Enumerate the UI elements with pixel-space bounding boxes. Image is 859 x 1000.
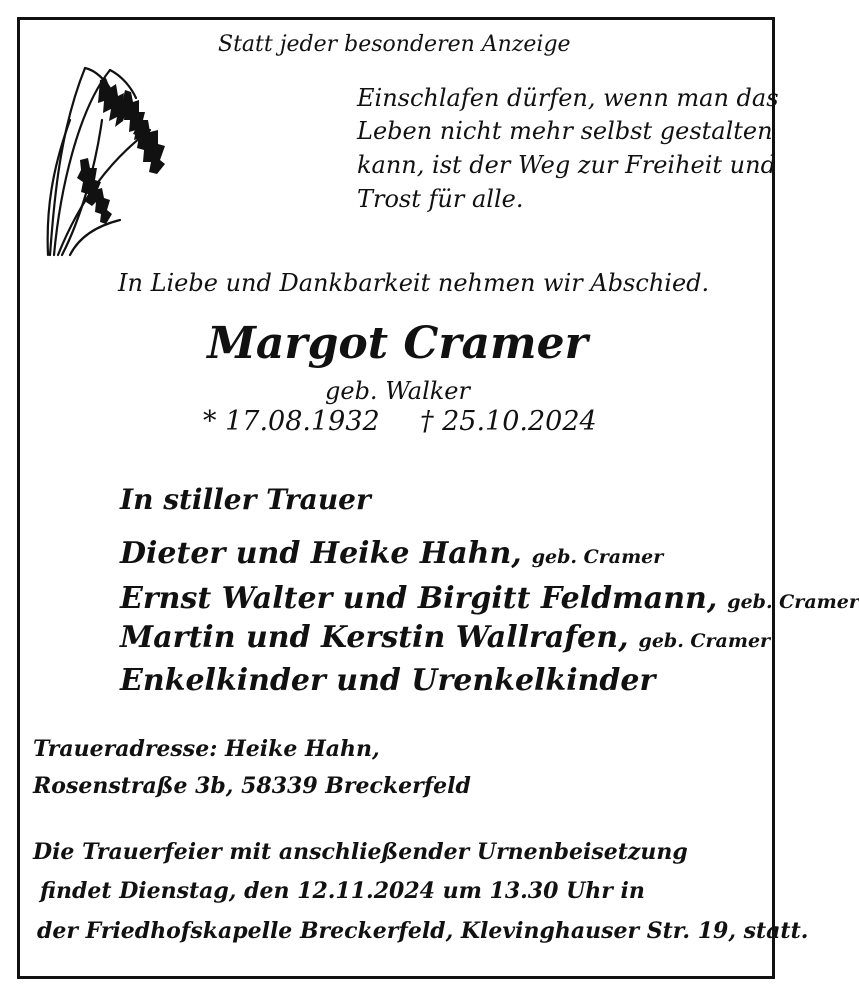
address-line: Traueradresse: Heike Hahn,: [33, 736, 380, 762]
service-line: findet Dienstag, den 12.11.2024 um 13.30 Uhr in: [40, 878, 645, 904]
quote-line: Einschlafen dürfen, wenn man das: [357, 84, 779, 112]
family-line: [120, 663, 655, 698]
death-date: † 25.10.2024: [420, 406, 597, 437]
deceased-name: Margot Cramer: [207, 318, 588, 369]
grass-icon: [40, 50, 180, 260]
address-line: Rosenstraße 3b, 58339 Breckerfeld: [33, 773, 471, 799]
family-suffix: geb. Cramer: [727, 591, 859, 613]
family-names: Dieter und Heike Hahn,: [120, 536, 522, 571]
birth-date: * 17.08.1932: [203, 406, 380, 437]
service-line: der Friedhofskapelle Breckerfeld, Klevinghauser Str. 19, statt.: [37, 918, 809, 944]
family-line: [120, 536, 663, 571]
family-suffix: geb. Cramer: [638, 630, 771, 652]
quote-line: kann, ist der Weg zur Freiheit und: [357, 151, 776, 179]
family-line: [120, 620, 770, 655]
family-line: [120, 581, 859, 616]
family-names: Ernst Walter und Birgitt Feldmann,: [120, 581, 718, 616]
family-suffix: geb. Cramer: [531, 546, 664, 568]
header-text: Statt jeder besonderen Anzeige: [218, 32, 571, 57]
maiden-name: geb. Walker: [325, 377, 470, 405]
family-names: Martin und Kerstin Wallrafen,: [120, 620, 629, 655]
service-line: Die Trauerfeier mit anschließender Urnenbeisetzung: [33, 839, 688, 865]
family-names: Enkelkinder und Urenkelkinder: [120, 663, 656, 698]
mourning-heading: In stiller Trauer: [120, 483, 371, 516]
quote-line: Trost für alle.: [357, 185, 524, 213]
farewell-text: In Liebe und Dankbarkeit nehmen wir Abschied.: [118, 269, 710, 297]
quote-line: Leben nicht mehr selbst gestalten: [357, 117, 773, 145]
